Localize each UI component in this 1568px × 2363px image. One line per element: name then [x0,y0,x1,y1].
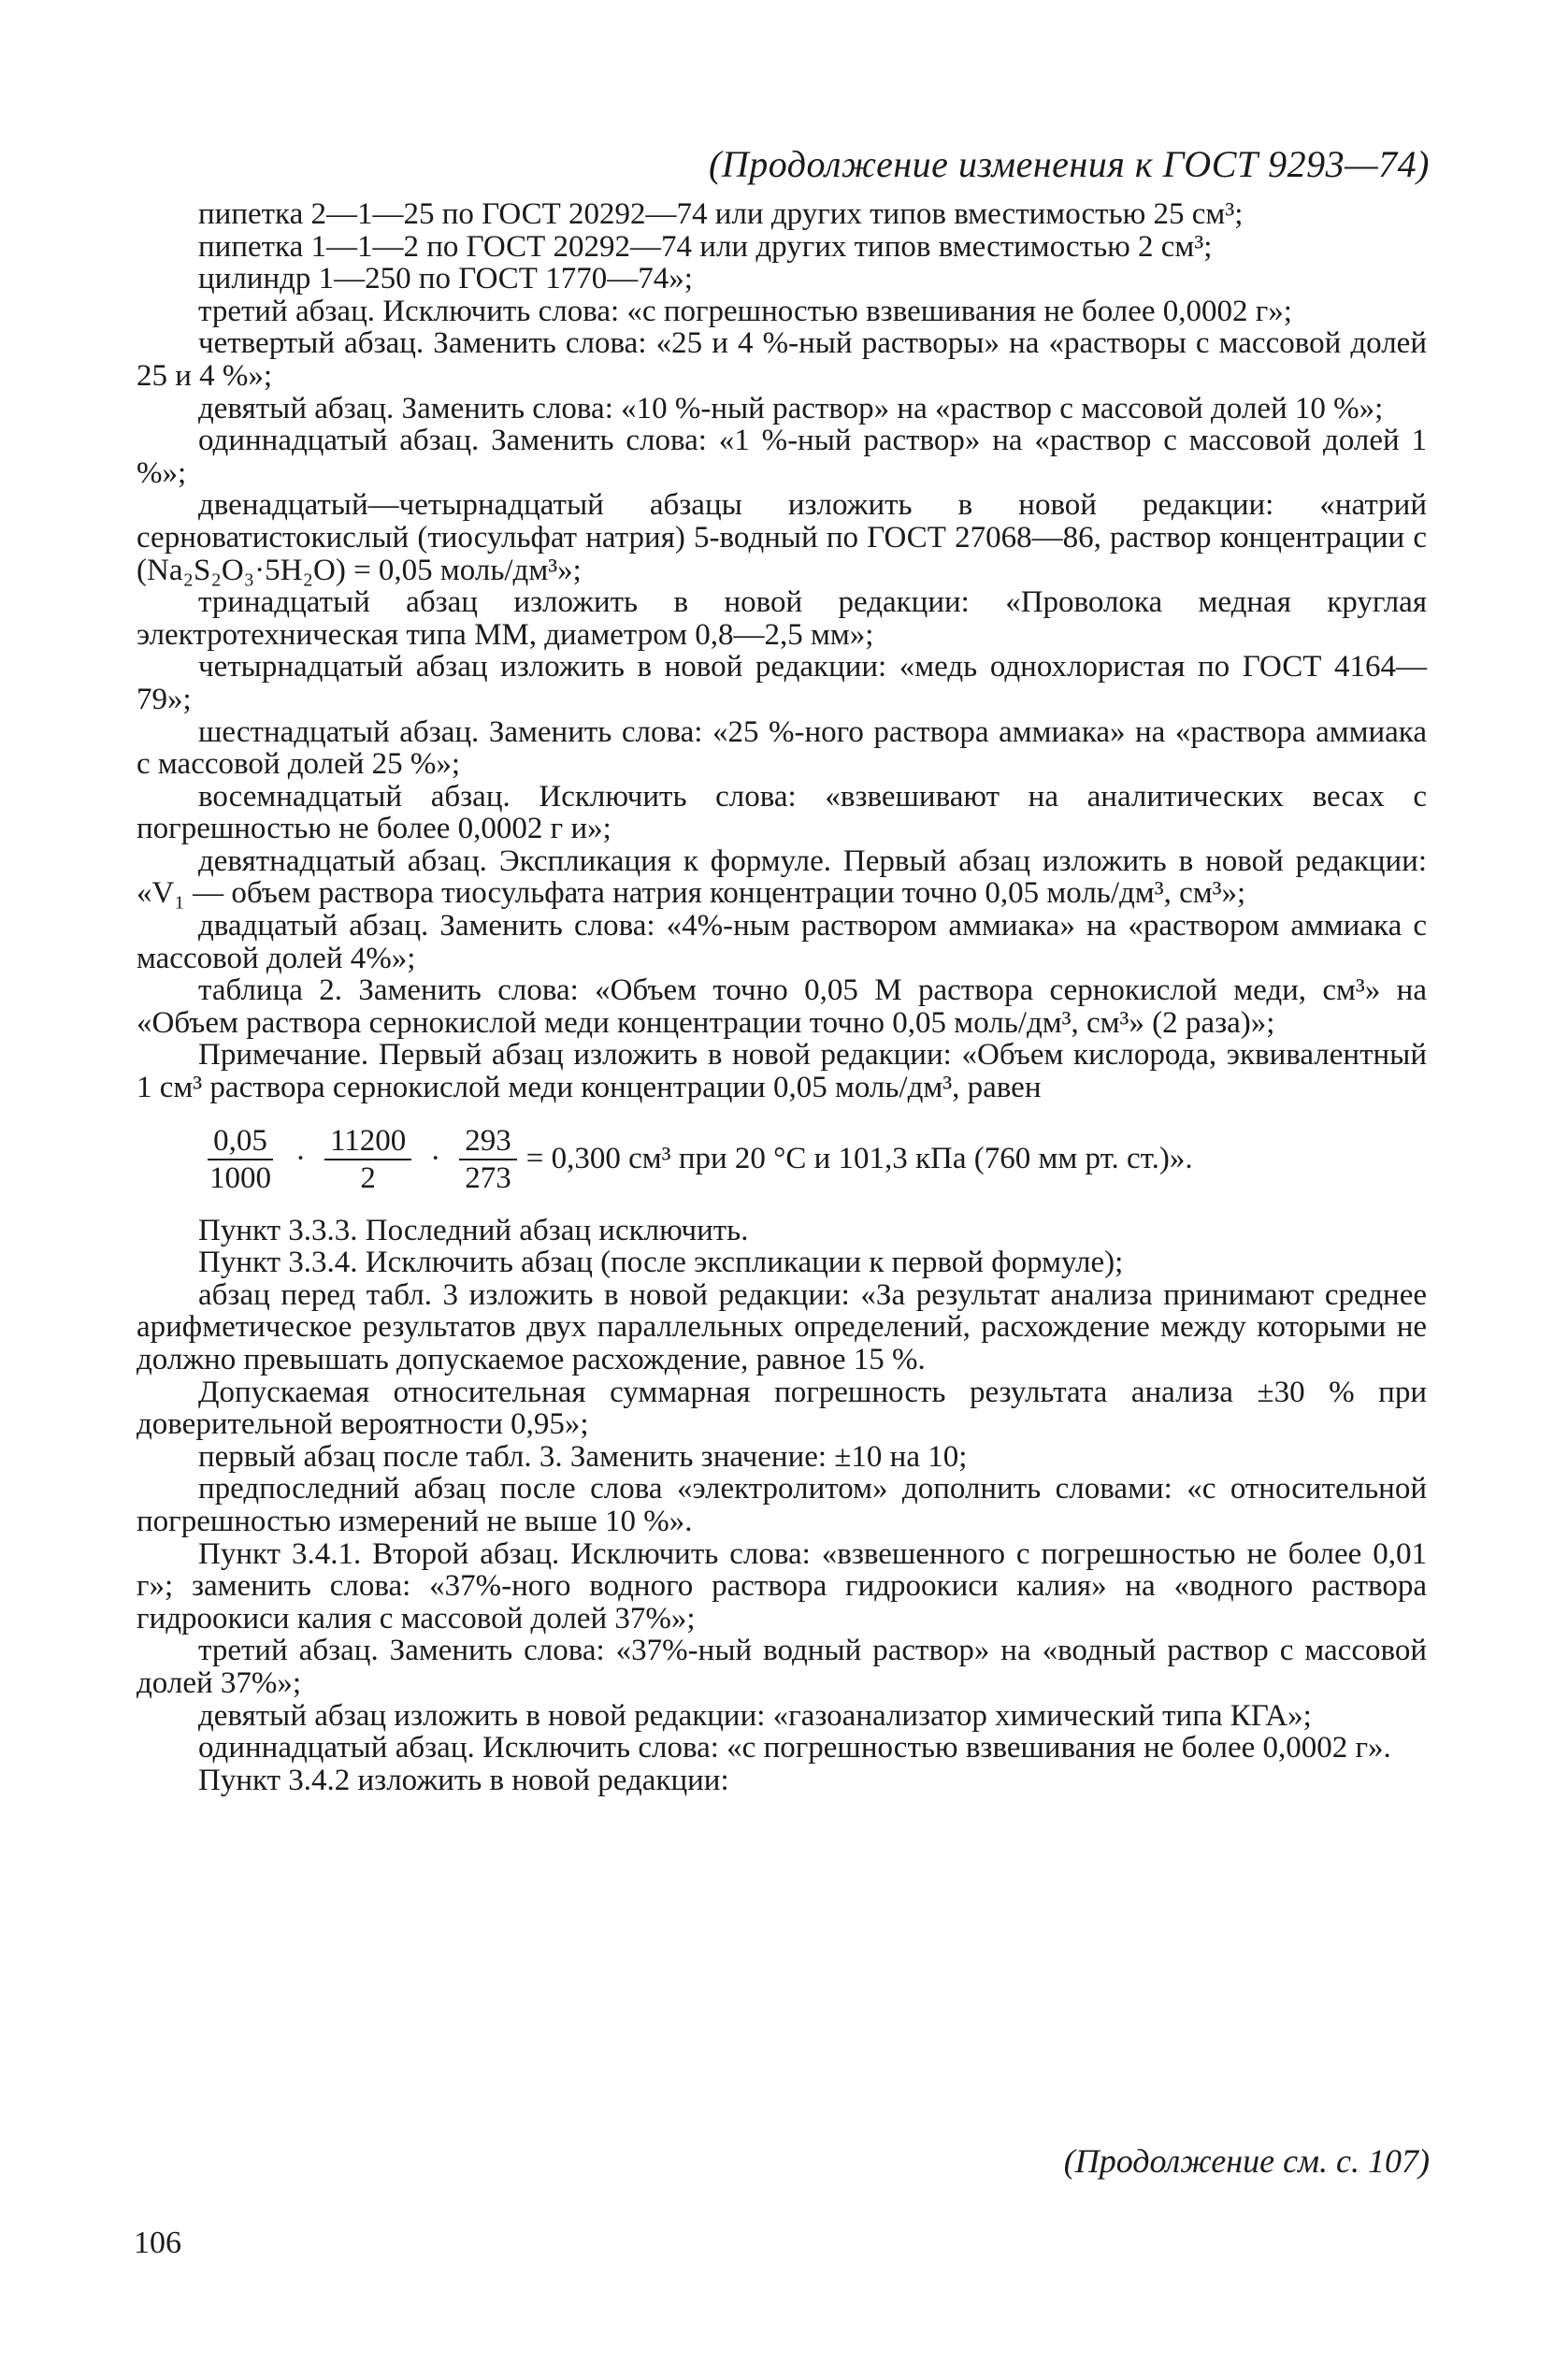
paragraph: тринадцатый абзац изложить в новой редакции: «Проволока медная круглая электротехническая типа ММ, диаметром 0,8—2,5 мм»; [137,585,1427,652]
running-header: (Продолжение изменения к ГОСТ 9293—74) [709,143,1430,185]
fraction-denominator: 1000 [209,1160,271,1195]
paragraph: двадцатый абзац. Заменить слова: «4%-ным раствором аммиака» на «раствором аммиака с массовой долей 4%»; [137,909,1427,975]
multiply-dot: · [430,1142,441,1176]
paragraph: Пункт 3.4.2 изложить в новой редакции: [198,1763,729,1797]
paragraph: четвертый абзац. Заменить слова: «25 и 4 %-ный растворы» на «растворы с массовой долей 25 и 4 %»; [137,326,1427,393]
paragraph: шестнадцатый абзац. Заменить слова: «25 %-ного раствора аммиака» на «раствора аммиака с массовой долей 25 %»; [137,714,1427,782]
paragraph: Примечание. Первый абзац изложить в новой редакции: «Объем кислорода, эквивалентный 1 см³ раствора сернокислой меди концентрации 0,05 моль/дм³, равен [137,1038,1427,1105]
formula-result: = 0,300 см³ при 20 °С и 101,3 кПа (760 мм рт. ст.)». [525,1142,1193,1176]
fraction [324,1123,411,1196]
paragraph: цилиндр 1—250 по ГОСТ 1770—74»; [198,262,693,296]
paragraph: четырнадцатый абзац изложить в новой редакции: «медь однохлористая по ГОСТ 4164—79»; [137,650,1427,716]
continuation-note: (Продолжение см. с. 107) [1063,2142,1430,2180]
paragraph: девятый абзац изложить в новой редакции: «газоанализатор химический типа КГА»; [198,1698,1312,1733]
fraction-numerator: 0,05 [208,1123,273,1160]
fraction-denominator: 2 [360,1160,376,1195]
paragraph: предпоследний абзац после слова «электролитом» дополнить словами: «с относительной погрешностью измерений не выше 10 %». [137,1472,1427,1538]
paragraph: одиннадцатый абзац. Заменить слова: «1 %-ный раствор» на «раствор с массовой долей 1 %»; [137,424,1427,490]
fraction-numerator: 293 [459,1123,517,1160]
paragraph: девятый абзац. Заменить слова: «10 %-ный раствор» на «раствор с массовой долей 10 %»; [198,391,1384,425]
paragraph: восемнадцатый абзац. Исключить слова: «взвешивают на аналитических весах с погрешностью не более 0,0002 г и»; [137,779,1427,846]
fraction-denominator: 273 [465,1160,511,1195]
document-body [137,198,1427,1796]
fraction [459,1123,517,1196]
paragraph: абзац перед табл. 3 изложить в новой редакции: «За результат анализа принимают среднее арифметическое результатов двух параллельных определений, расхождение между которыми не должно превышать допускаемое расхождение, равное 15 %. [137,1277,1427,1376]
paragraph: пипетка 1—1—2 по ГОСТ 20292—74 или других типов вместимостью 2 см³; [198,229,1213,264]
oxygen-volume-formula [137,1123,1427,1196]
paragraph: Пункт 3.4.1. Второй абзац. Исключить слова: «взвешенного с погрешностью не более 0,01 г»; заменить слова: «37%-ного водного раствора гидроокиси калия» на «водного раствора гидроокиси калия с массовой долей 37%»; [137,1536,1427,1635]
paragraph: одиннадцатый абзац. Исключить слова: «с погрешностью взвешивания не более 0,0002 г». [198,1731,1391,1765]
paragraph: Пункт 3.3.3. Последний абзац исключить. [198,1213,749,1247]
paragraph: третий абзац. Заменить слова: «37%-ный водный раствор» на «водный раствор с массовой долей 37%»; [137,1634,1427,1700]
multiply-dot: · [295,1142,306,1176]
paragraph: пипетка 2—1—25 по ГОСТ 20292—74 или других типов вместимостью 25 см³; [198,197,1244,231]
fraction [204,1123,277,1196]
paragraph: Допускаемая относительная суммарная погрешность результата анализа ±30 % при доверительной вероятности 0,95»; [137,1375,1427,1442]
paragraph: третий абзац. Исключить слова: «с погрешностью взвешивания не более 0,0002 г»; [198,294,1292,328]
paragraph: первый абзац после табл. 3. Заменить значение: ±10 на 10; [198,1439,968,1474]
fraction-numerator: 11200 [324,1123,411,1160]
paragraph: девятнадцатый абзац. Экспликация к формуле. Первый абзац изложить в новой редакции: «V₁ — объем раствора тиосульфата натрия концентрации точно 0,05 моль/дм³, см³»; [137,843,1427,911]
paragraph: двенадцатый—четырнадцатый абзацы изложить в новой редакции: «натрий серноватистокислый (тиосульфат натрия) 5-водный по ГОСТ 27068—86, раствор концентрации с (Na₂S₂O₃·5H₂O) = 0,05 моль/дм³»; [137,488,1427,587]
paragraph: Пункт 3.3.4. Исключить абзац (после экспликации к первой формуле); [198,1246,1124,1280]
paragraph: таблица 2. Заменить слова: «Объем точно 0,05 М раствора сернокислой меди, см³» на «Объем раствора сернокислой меди концентрации точно 0,05 моль/дм³, см³» (2 раза)»; [137,973,1427,1040]
page-number: 106 [134,2226,181,2260]
